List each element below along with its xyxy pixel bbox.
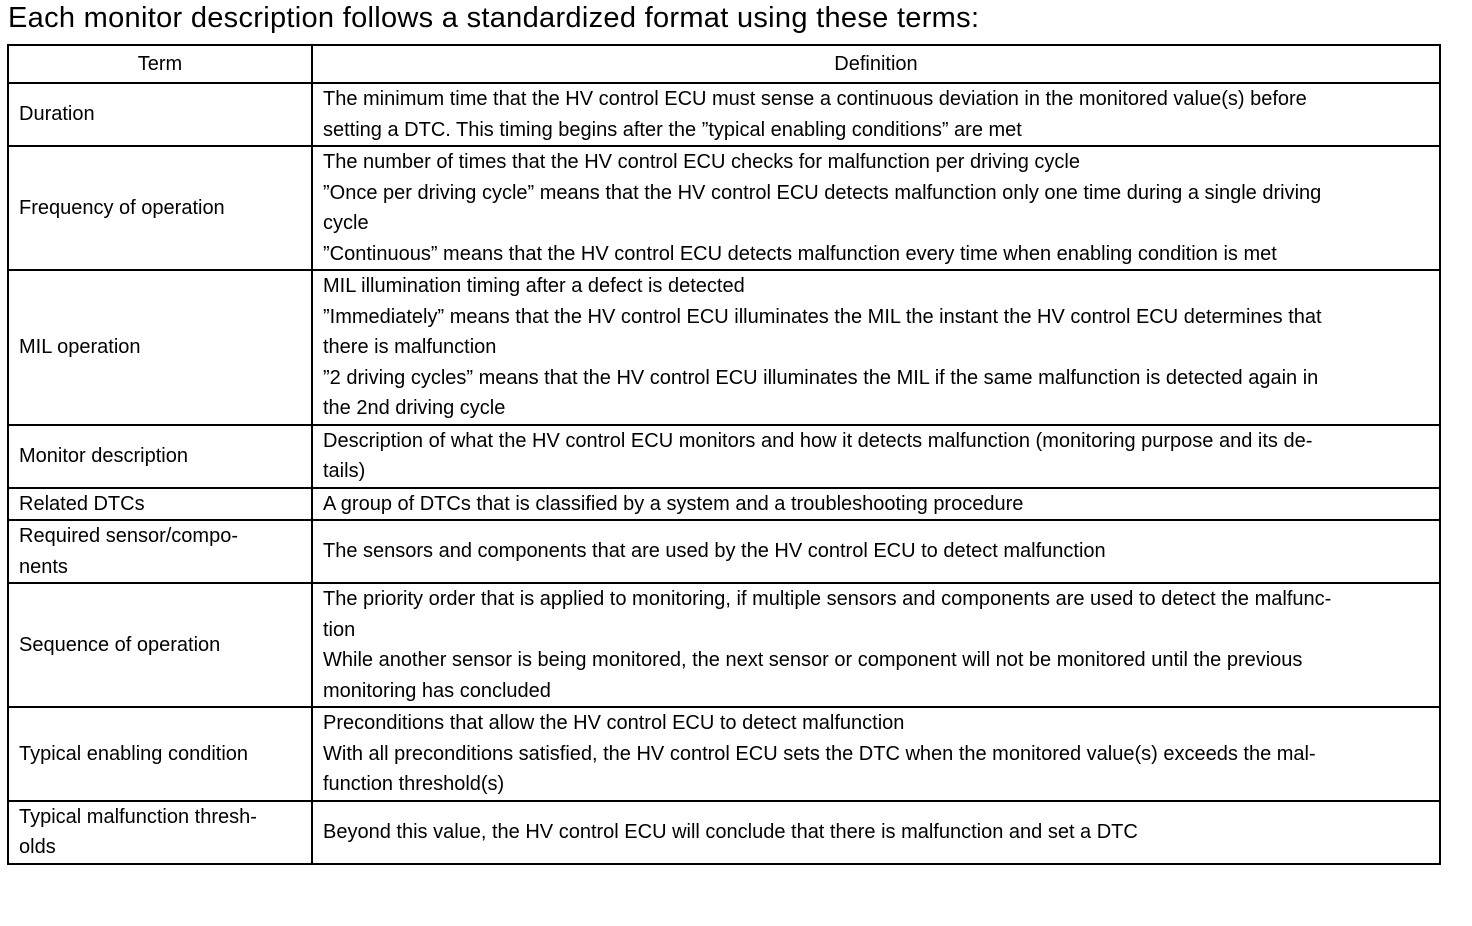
table-body bbox=[8, 83, 1440, 864]
definition-cell bbox=[312, 707, 1440, 801]
definition-line: ”2 driving cycles” means that the HV control ECU illuminates the MIL if the same malfunction is detected again in bbox=[323, 366, 1319, 389]
table-row bbox=[8, 583, 1440, 707]
definition-line: Beyond this value, the HV control ECU will conclude that there is malfunction and set a DTC bbox=[323, 820, 1138, 843]
table-row bbox=[8, 707, 1440, 801]
definition-cell bbox=[312, 520, 1440, 583]
definition-cell bbox=[312, 583, 1440, 707]
definition-line: setting a DTC. This timing begins after the ”typical enabling conditions” are met bbox=[323, 118, 1022, 141]
table-header-row bbox=[8, 45, 1440, 83]
definition-line: the 2nd driving cycle bbox=[323, 397, 506, 419]
definition-line: monitoring has concluded bbox=[323, 679, 551, 702]
term-cell bbox=[8, 83, 312, 146]
definition-line: A group of DTCs that is classified by a system and a troubleshooting procedure bbox=[323, 492, 1024, 515]
definition-line: The minimum time that the HV control ECU must sense a continuous deviation in the monitored value(s) before bbox=[323, 88, 1307, 110]
definition-cell bbox=[312, 146, 1440, 270]
definition-cell bbox=[312, 425, 1440, 488]
definition-line: Description of what the HV control ECU monitors and how it detects malfunction (monitoring purpose and its de- bbox=[323, 429, 1313, 452]
term-cell bbox=[8, 801, 312, 864]
intro-text: Each monitor description follows a standardized format using these terms: bbox=[8, 2, 980, 34]
definition-line: With all preconditions satisfied, the HV control ECU sets the DTC when the monitored value(s) exceeds the mal- bbox=[323, 742, 1316, 765]
terms-table bbox=[7, 44, 1441, 865]
definition-line: The priority order that is applied to monitoring, if multiple sensors and components are used to detect the malfunc- bbox=[323, 588, 1332, 610]
table-row bbox=[8, 520, 1440, 583]
table-row bbox=[8, 83, 1440, 146]
definition-line: MIL illumination timing after a defect is detected bbox=[323, 275, 745, 297]
term-text: Frequency of operation bbox=[19, 196, 225, 219]
definition-cell bbox=[312, 83, 1440, 146]
term-text: Monitor description bbox=[19, 444, 188, 467]
term-text: olds bbox=[19, 836, 56, 858]
term-cell bbox=[8, 425, 312, 488]
term-text: Related DTCs bbox=[19, 492, 145, 515]
term-cell bbox=[8, 270, 312, 425]
definition-line: tails) bbox=[323, 460, 366, 482]
table-row bbox=[8, 425, 1440, 488]
term-cell bbox=[8, 488, 312, 521]
term-text: MIL operation bbox=[19, 336, 141, 358]
definition-line: ”Once per driving cycle” means that the HV control ECU detects malfunction only one time during a single driving bbox=[323, 181, 1322, 204]
header-definition: Definition bbox=[312, 45, 1440, 83]
term-text: Typical enabling condition bbox=[19, 742, 249, 765]
definition-line: cycle bbox=[323, 212, 369, 234]
term-text: nents bbox=[19, 555, 68, 578]
definition-cell bbox=[312, 270, 1440, 425]
table-row bbox=[8, 488, 1440, 521]
term-cell bbox=[8, 583, 312, 707]
definition-line: ”Continuous” means that the HV control ECU detects malfunction every time when enabling condition is met bbox=[323, 242, 1277, 265]
definition-line: tion bbox=[323, 618, 356, 641]
term-cell bbox=[8, 146, 312, 270]
definition-line: The number of times that the HV control ECU checks for malfunction per driving cycle bbox=[323, 151, 1080, 173]
term-cell bbox=[8, 707, 312, 801]
term-cell bbox=[8, 520, 312, 583]
definition-line: there is malfunction bbox=[323, 336, 497, 358]
definition-line: Preconditions that allow the HV control ECU to detect malfunction bbox=[323, 712, 905, 734]
table-row bbox=[8, 270, 1440, 425]
definition-cell bbox=[312, 801, 1440, 864]
term-text: Typical malfunction thresh- bbox=[19, 805, 257, 828]
definition-line: function threshold(s) bbox=[323, 773, 505, 795]
definition-line: The sensors and components that are used by the HV control ECU to detect malfunction bbox=[323, 540, 1106, 563]
table-row bbox=[8, 801, 1440, 864]
table-row bbox=[8, 146, 1440, 270]
term-text: Duration bbox=[19, 103, 95, 126]
definition-line: ”Immediately” means that the HV control ECU illuminates the MIL the instant the HV control ECU determines that bbox=[323, 305, 1322, 328]
term-text: Required sensor/compo- bbox=[19, 525, 238, 547]
term-text: Sequence of operation bbox=[19, 633, 221, 656]
definition-cell bbox=[312, 488, 1440, 521]
header-term: Term bbox=[8, 45, 312, 83]
definition-line: While another sensor is being monitored, the next sensor or component will not be monitored until the previous bbox=[323, 649, 1303, 671]
